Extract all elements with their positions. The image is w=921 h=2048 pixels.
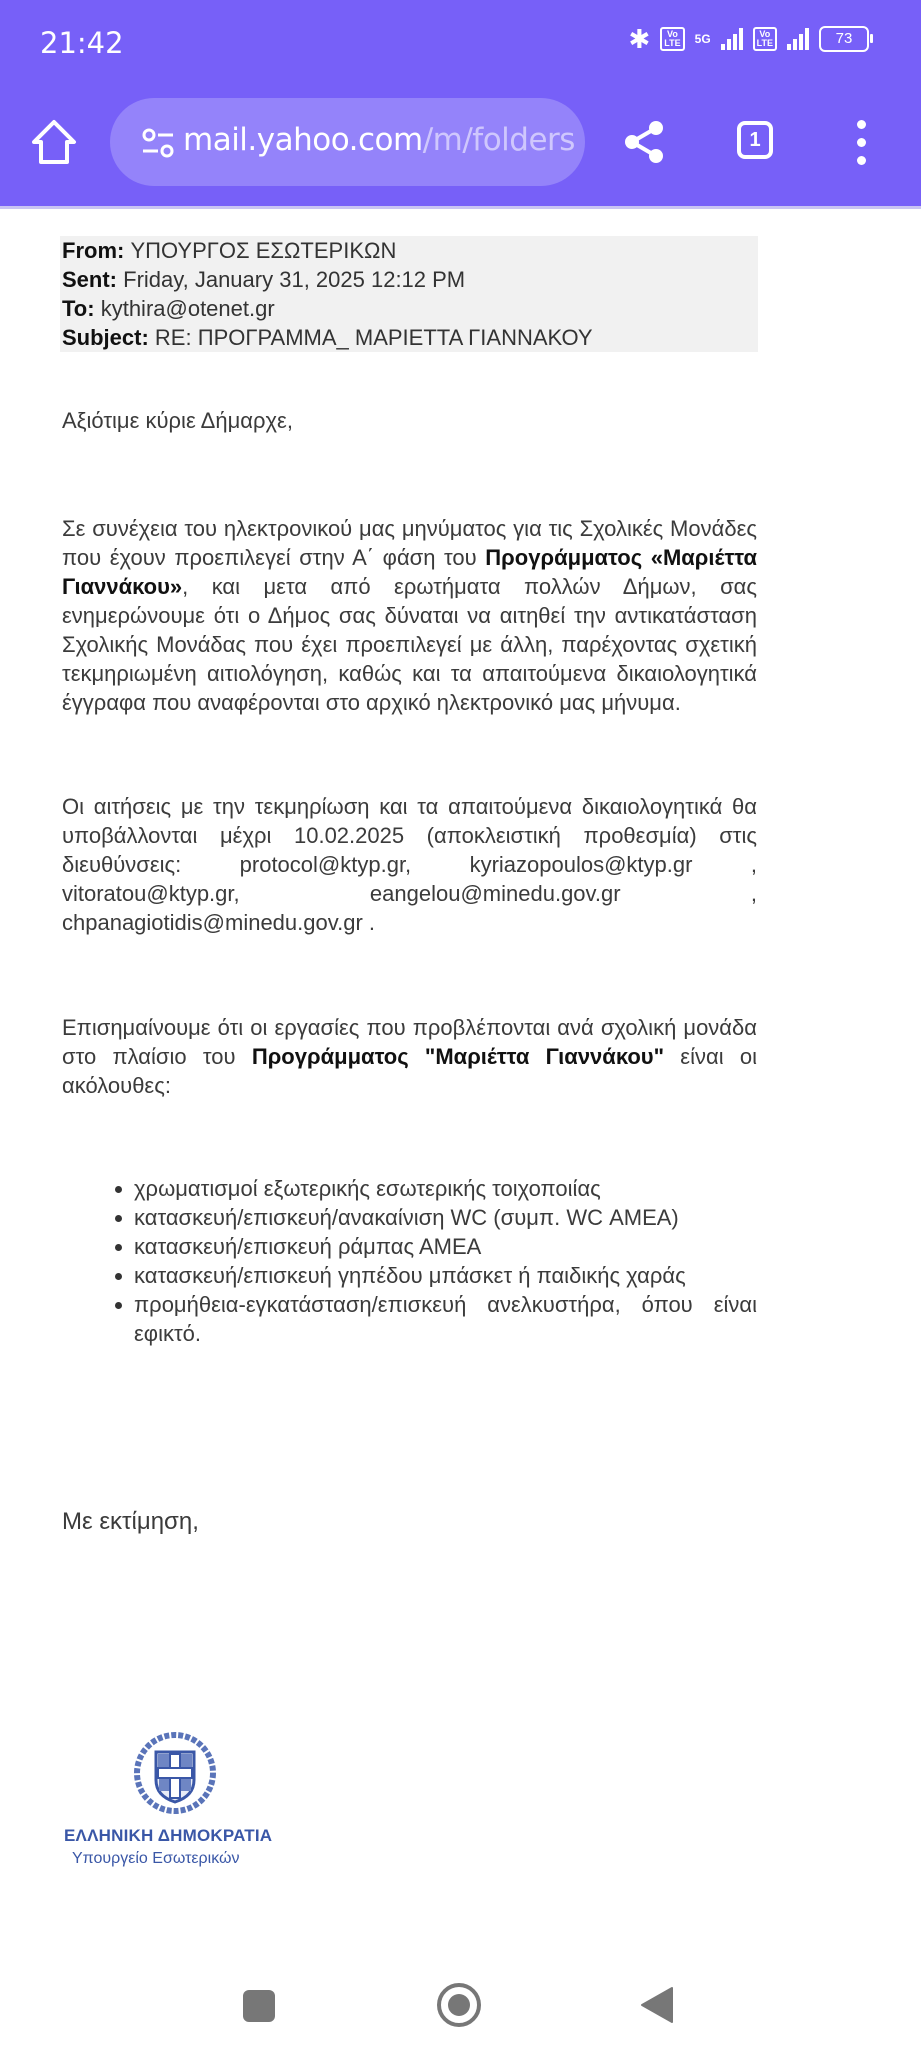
url-host: mail.yahoo.com bbox=[183, 122, 423, 158]
tabs-button[interactable]: 1 bbox=[737, 121, 773, 159]
paragraph-3: Επισημαίνουμε ότι οι εργασίες που προβλέπονται ανά σχολική μονάδα στο πλαίσιο του Προγράμματος "Μαριέττα Γιαννάκου" είναι οι ακόλουθες: bbox=[62, 1015, 757, 1098]
ministry-logo bbox=[60, 1730, 290, 1880]
program-name-2: Προγράμματος "Μαριέττα Γιαννάκου" bbox=[251, 1044, 665, 1069]
signal-icon-2 bbox=[787, 28, 809, 50]
battery-icon: 73 bbox=[819, 26, 869, 52]
list-item: κατασκευή/επισκευή γηπέδου μπάσκετ ή παιδικής χαράς bbox=[110, 1261, 757, 1290]
share-button[interactable] bbox=[620, 118, 668, 166]
system-nav-bar bbox=[0, 1950, 921, 2048]
address-bar[interactable] bbox=[110, 98, 585, 186]
bluetooth-icon: ✱ bbox=[628, 24, 651, 54]
closing: Με εκτίμηση, bbox=[62, 1508, 199, 1535]
toolbar-divider bbox=[0, 206, 921, 209]
email-header bbox=[60, 236, 758, 352]
nav-home-button[interactable] bbox=[437, 1983, 481, 2027]
share-icon bbox=[620, 118, 668, 166]
url-path: /m/folders bbox=[422, 122, 575, 158]
greeting: Αξιότιμε κύριε Δήμαρχε, bbox=[62, 408, 293, 433]
program-name: Προγράμματος «Μαριέττα Γιαννάκου» bbox=[62, 545, 757, 599]
volte-icon-2: Vo LTE bbox=[753, 27, 777, 51]
paragraph-2: Οι αιτήσεις με την τεκμηρίωση και τα απαιτούμενα δικαιολογητικά θα υποβάλλονται μέχρι 10.02.2025 (αποκλειστική προθεσμία) στις διευθύνσεις: protocol@ktyp.gr, kyriazopoulos@ktyp.gr , vitoratou@ktyp.gr, eangelou@minedu.gov.gr , chpanagiotidis@minedu.gov.gr . bbox=[62, 794, 757, 935]
status-icons bbox=[629, 26, 870, 52]
logo-title: ΕΛΛΗΝΙΚΗ ΔΗΜΟΚΡΑΤΙΑ bbox=[64, 1826, 273, 1845]
from-value: ΥΠΟΥΡΓΟΣ ΕΣΩΤΕΡΙΚΩΝ bbox=[130, 238, 397, 263]
list-item: κατασκευή/επισκευή ράμπας ΑΜΕΑ bbox=[110, 1232, 757, 1261]
works-list bbox=[110, 1174, 757, 1348]
from-line: From: ΥΠΟΥΡΓΟΣ ΕΣΩΤΕΡΙΚΩΝ bbox=[62, 238, 397, 263]
greek-emblem-icon bbox=[132, 1730, 218, 1816]
network-type: 5G bbox=[694, 32, 711, 46]
list-item: κατασκευή/επισκευή/ανακαίνιση WC (συμπ. WC ΑΜΕΑ) bbox=[110, 1203, 757, 1232]
home-icon bbox=[28, 116, 80, 168]
list-item: προμήθεια-εγκατάσταση/επισκευή ανελκυστήρα, όπου είναι εφικτό. bbox=[110, 1290, 757, 1348]
back-button[interactable] bbox=[640, 1986, 674, 2024]
subject-line: Subject: RE: ΠΡΟΓΡΑΜΜΑ_ ΜΑΡΙΕΤΤΑ ΓΙΑΝΝΑΚΟΥ bbox=[62, 325, 593, 350]
volte-icon: Vo LTE bbox=[660, 27, 684, 51]
recent-apps-button[interactable] bbox=[243, 1990, 275, 2022]
list-item: χρωματισμοί εξωτερικής εσωτερικής τοιχοποιίας bbox=[110, 1174, 757, 1203]
more-menu-button[interactable] bbox=[855, 120, 867, 166]
sent-value: Friday, January 31, 2025 12:12 PM bbox=[123, 267, 466, 292]
to-value[interactable]: kythira@otenet.gr bbox=[100, 296, 275, 321]
browser-toolbar bbox=[0, 0, 921, 208]
sent-line: Sent: Friday, January 31, 2025 12:12 PM bbox=[62, 267, 466, 292]
signal-icon bbox=[721, 28, 743, 50]
home-button[interactable] bbox=[28, 116, 80, 168]
to-line: To: kythira@otenet.gr bbox=[62, 296, 275, 321]
subject-value: RE: ΠΡΟΓΡΑΜΜΑ_ ΜΑΡΙΕΤΤΑ ΓΙΑΝΝΑΚΟΥ bbox=[154, 325, 593, 350]
url-text[interactable] bbox=[183, 122, 575, 158]
paragraph-1: Σε συνέχεια του ηλεκτρονικού μας μηνύματος για τις Σχολικές Μονάδες που έχουν προεπιλεγεί στην Α΄ φάση του Προγράμματος «Μαριέττα Γιαννάκου», και μετα από ερωτήματα πολλών Δήμων, σας ενημερώνουμε ότι ο Δήμος σας δύναται να αιτηθεί την αντικατάσταση Σχολικής Μονάδας που έχει προεπιλεγεί με άλλη, παρέχοντας σχετική τεκμηριωμένη αιτιολόγηση, καθώς και τα απαιτούμενα δικαιολογητικά έγγραφα που αναφέρονται στο αρχικό ηλεκτρονικό μας μήνυμα. bbox=[62, 516, 757, 715]
logo-subtitle: Υπουργείο Εσωτερικών bbox=[72, 1850, 240, 1867]
home-dot-icon bbox=[448, 1994, 470, 2016]
site-settings-icon bbox=[142, 128, 174, 158]
status-time: 21:42 bbox=[40, 26, 124, 60]
